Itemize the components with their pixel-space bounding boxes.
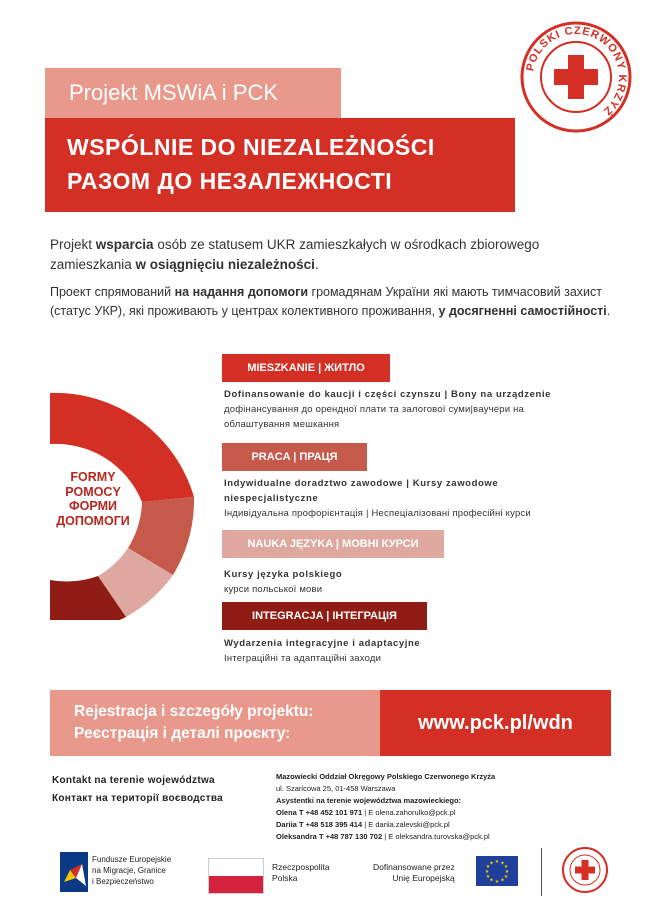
contact-person: Olena T +48 452 101 971 | E olena.zahorulko@pck.pl — [276, 808, 456, 817]
title-block — [45, 118, 515, 212]
contact-person: Oleksandra T +48 787 130 702 | E oleksandra.turovska@pck.pl — [276, 832, 490, 841]
poland-flag-icon — [208, 858, 264, 894]
intro-ua: Проект спрямований на надання допомоги громадянам України які мають тимчасовий захист (статус УКР), які проживають у центрах колективного проживання, у досягненні самостійності. — [50, 285, 611, 318]
eu-cofunded-text: Dofinansowane przez Unię Europejską — [373, 862, 455, 883]
email-link[interactable]: E oleksandra.turovska@pck.pl — [388, 832, 490, 841]
svg-text:★: ★ — [484, 869, 490, 875]
section-work-header: PRACA | ПРАЦЯ — [222, 443, 367, 471]
footer-divider — [541, 848, 542, 896]
email-link[interactable]: E dariia.zalevski@pck.pl — [368, 820, 450, 829]
svg-text:★: ★ — [485, 874, 491, 880]
eu-funds-text: Fundusze Europejskie na Migracje, Granice i Bezpieczeństwo — [92, 855, 172, 886]
svg-text:★: ★ — [489, 860, 494, 867]
logo-text: POLSKI CZERWONY KRZYŻ — [524, 24, 629, 118]
poland-text: Rzeczpospolita Polska — [272, 862, 330, 883]
eu-flag-icon — [476, 856, 518, 886]
donut-label: FORMY POMOCY ФОРМИ ДОПОМОГИ — [56, 470, 130, 528]
section-language-header: NAUKA JĘZYKA | МОВНІ КУРСИ — [222, 530, 444, 558]
project-tag: Projekt MSWiA i PCK — [45, 68, 341, 118]
section-integration-text: Wydarzenia integracyjne i adaptacyjne Інтеграційні та адаптаційні заходи — [224, 638, 421, 664]
pck-small-logo — [561, 846, 609, 894]
section-language-text: Kursy języka polskiego курси польської мови — [224, 569, 343, 595]
registration-url-link[interactable]: www.pck.pl/wdn — [380, 690, 611, 756]
svg-text:★: ★ — [503, 874, 509, 880]
section-integration-header: INTEGRACJA | ІНТЕГРАЦІЯ — [222, 602, 427, 630]
pck-logo — [519, 20, 633, 134]
svg-text:★: ★ — [503, 864, 509, 870]
svg-text:★: ★ — [500, 860, 505, 867]
contact-details: Mazowiecki Oddział Okręgowy Polskiego Czerwonego Krzyża ul. Szaricowa 25, 01-458 Warszawa Asystentki na terenie województwa mazowieckiego: Olena T +48 452 101 971 | E olena.zahorulko@pck.pl Dariia T +48 518 395 414 | E dariia.zalevski@pck.pl Oleksandra T +48 787 130 702 | E oleksandra.turovska@pck.pl — [276, 772, 496, 841]
section-housing-header: MIESZKANIE | ЖИТЛО — [222, 354, 390, 382]
svg-text:★: ★ — [500, 877, 505, 884]
section-housing-text: Dofinansowanie do kaucji i części czynszu | Bony na urządzenie дофінансування до орендної плати та залогової суми|ваучери на облаштування мешкання — [224, 389, 552, 430]
eu-funds-icon — [60, 852, 88, 892]
svg-text:★: ★ — [494, 879, 500, 885]
contact-label: Kontakt na terenie województwa Контакт на території воєводства — [52, 775, 224, 804]
svg-text:★: ★ — [504, 869, 510, 875]
svg-text:★: ★ — [489, 877, 494, 884]
intro-pl: Projekt wsparcia osób ze statusem UKR zamieszkałych w ośrodkach zbiorowego zamieszkania w osiągnięciu niezależności. — [50, 237, 540, 272]
svg-text:★: ★ — [494, 859, 500, 865]
title-ua: РАЗОМ ДО НЕЗАЛЕЖНОСТІ — [67, 168, 393, 194]
contact-person: Dariia T +48 518 395 414 | E dariia.zalevski@pck.pl — [276, 820, 450, 829]
section-work-text: Indywidualne doradztwo zawodowe | Kursy zawodowe niespecjalistyczne Індивідуальна профорієнтація | Неспеціалізовані професійні курси — [224, 478, 531, 519]
email-link[interactable]: E olena.zahorulko@pck.pl — [368, 808, 456, 817]
title-pl: WSPÓLNIE DO NIEZALEŻNOŚCI — [67, 134, 435, 160]
svg-text:★: ★ — [485, 864, 491, 870]
registration-label: Rejestracja i szczegóły projektu: Реєстрація і деталі проєкту: — [50, 690, 380, 756]
footer-logos — [0, 840, 645, 902]
